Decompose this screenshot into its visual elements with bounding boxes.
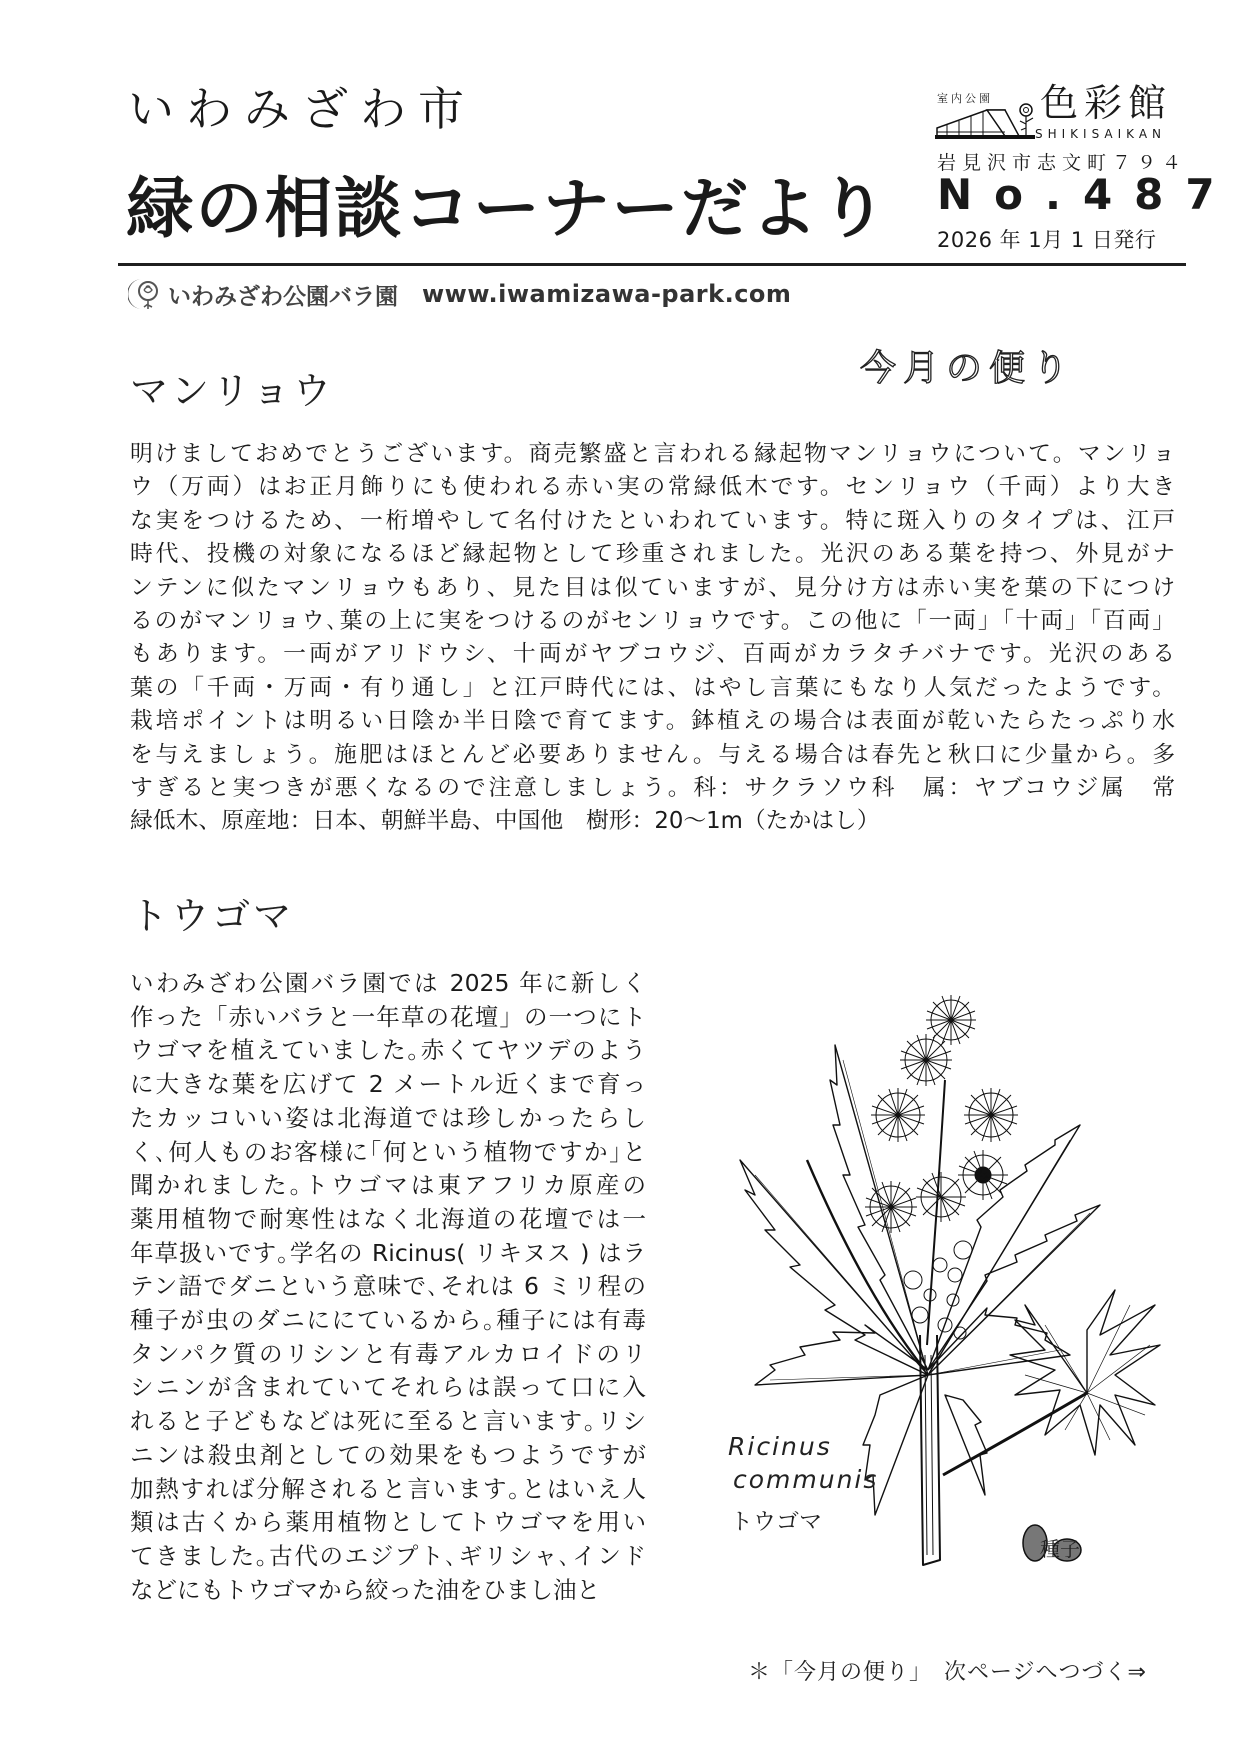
illustration-caption-species: communis	[733, 1465, 879, 1494]
newsletter-title: 緑の相談コーナーだより	[126, 170, 889, 247]
park-name: いわみざわ公園バラ園	[168, 283, 398, 310]
article-body-tougoma	[130, 967, 646, 1607]
article-heading-tougoma: トウゴマ	[130, 894, 295, 938]
body-line: るのがマンリョウ､葉の上に実をつけるのがセンリョウです。この他に「一両」「十両」「百両」	[130, 608, 1175, 635]
body-line: な実をつけるため、一桁増やして名付けたといわれています。特に斑入りのタイプは、江戸	[130, 507, 1175, 534]
body-line: 緑低木、原産地：日本、朝鮮半島、中国他 樹形：20～1m（たかはし）	[130, 808, 880, 835]
logo-subtitle: 室内公園	[937, 92, 993, 105]
body-line: てきました｡古代のエジプト､ギリシャ､インド	[130, 1541, 646, 1570]
logo-name: 色彩館	[1040, 81, 1173, 125]
body-line: ウゴマを植えていました｡赤くてヤツデのよう	[130, 1036, 646, 1065]
article-body-manryo	[130, 438, 1175, 839]
body-line: ニンは殺虫剤としての効果をもつようですが	[130, 1440, 646, 1469]
city-name: いわみざわ市	[128, 82, 476, 136]
header-divider	[118, 263, 1186, 266]
body-line: シニンが含まれていてそれらは誤って口に入	[130, 1373, 646, 1402]
issue-number: No.487	[937, 170, 1237, 219]
body-line: ウ（万両）はお正月飾りにも使われる赤い実の常緑低木です。センリョウ（千両）より大き	[130, 474, 1175, 501]
illustration-caption-japanese: トウゴマ	[730, 1509, 822, 1535]
continue-note: ＊「今月の便り」 次ページへつづく⇒	[748, 1660, 1147, 1685]
section-label: 今月の便り	[860, 348, 1076, 389]
body-line: 年草扱いです｡学名の Ricinus( リキヌス ) はラ	[130, 1238, 646, 1267]
body-line: 聞かれました｡トウゴマは東アフリカ原産の	[130, 1171, 646, 1200]
body-line: 作った「赤いバラと一年草の花壇」の一つにト	[130, 1002, 646, 1031]
body-line: を与えましょう。施肥はほとんど必要ありません。与える場合は春先と秋口に少量から。多	[130, 741, 1175, 768]
park-website-link[interactable]: www.iwamizawa-park.com	[422, 280, 792, 308]
body-line: に大きな葉を広げて 2 メートル近くまで育っ	[130, 1070, 646, 1099]
body-line: すぎると実つきが悪くなるので注意しましょう。科：サクラソウ科 属：ヤブコウジ属 常	[130, 775, 1175, 802]
body-line: 明けましておめでとうございます。商売繁盛と言われる縁起物マンリョウについて。マンリョ	[130, 441, 1175, 467]
body-line: などにもトウゴマから絞った油をひまし油と	[130, 1575, 600, 1604]
body-line: 栽培ポイントは明るい日陰か半日陰で育てます。鉢植えの場合は表面が乾いたらたっぷり水	[130, 708, 1175, 735]
body-line: れると子どもなどは死に至ると言います｡リシ	[130, 1407, 646, 1436]
body-line: 葉の「千両・万両・有り通し」と江戸時代には、はやし言葉にもなり人気だったようです。	[130, 674, 1175, 701]
article-heading-manryo: マンリョウ	[130, 369, 334, 413]
issue-date: 2026 年 1月 1 日発行	[937, 228, 1157, 252]
body-line: 時代、投機の対象になるほど縁起物として珍重されました。光沢のある葉を持つ、外見がナ	[130, 541, 1175, 568]
body-line: いわみざわ公園バラ園では 2025 年に新しく	[130, 969, 646, 997]
body-line: ンテンに似たマンリョウもあり、見た目は似ていますが、見分け方は赤い実を葉の下につけ	[130, 574, 1175, 601]
seed-label: 種子	[1040, 1537, 1080, 1561]
logo-english: SHIKISAIKAN	[1035, 127, 1167, 141]
address: 岩見沢市志文町７９４	[937, 152, 1188, 174]
body-line: く､何人ものお客様に｢何という植物ですか｣と	[130, 1137, 646, 1166]
body-line: 種子が虫のダニににているから｡種子には有毒	[130, 1306, 646, 1335]
park-bar	[128, 276, 791, 312]
body-line: タンパク質のリシンと有毒アルカロイドのリ	[130, 1339, 646, 1368]
rose-logo-icon	[128, 277, 162, 311]
body-line: たカッコいい姿は北海道では珍しかったらし	[130, 1103, 646, 1132]
body-line: 薬用植物で耐寒性はなく北海道の花壇では一	[130, 1204, 646, 1233]
body-line: テン語でダニという意味で､それは 6 ミリ程の	[130, 1272, 646, 1301]
illustration-caption-genus: Ricinus	[728, 1432, 832, 1461]
greenhouse-rose-icon	[935, 102, 1037, 140]
body-line: 類は古くから薬用植物としてトウゴマを用い	[130, 1508, 646, 1537]
body-line: 加熱すれば分解されると言います｡とはいえ人	[130, 1474, 646, 1503]
body-line: もあります。一両がアリドウシ、十両がヤブコウジ、百両がカラタチバナです。光沢のある	[130, 641, 1175, 668]
